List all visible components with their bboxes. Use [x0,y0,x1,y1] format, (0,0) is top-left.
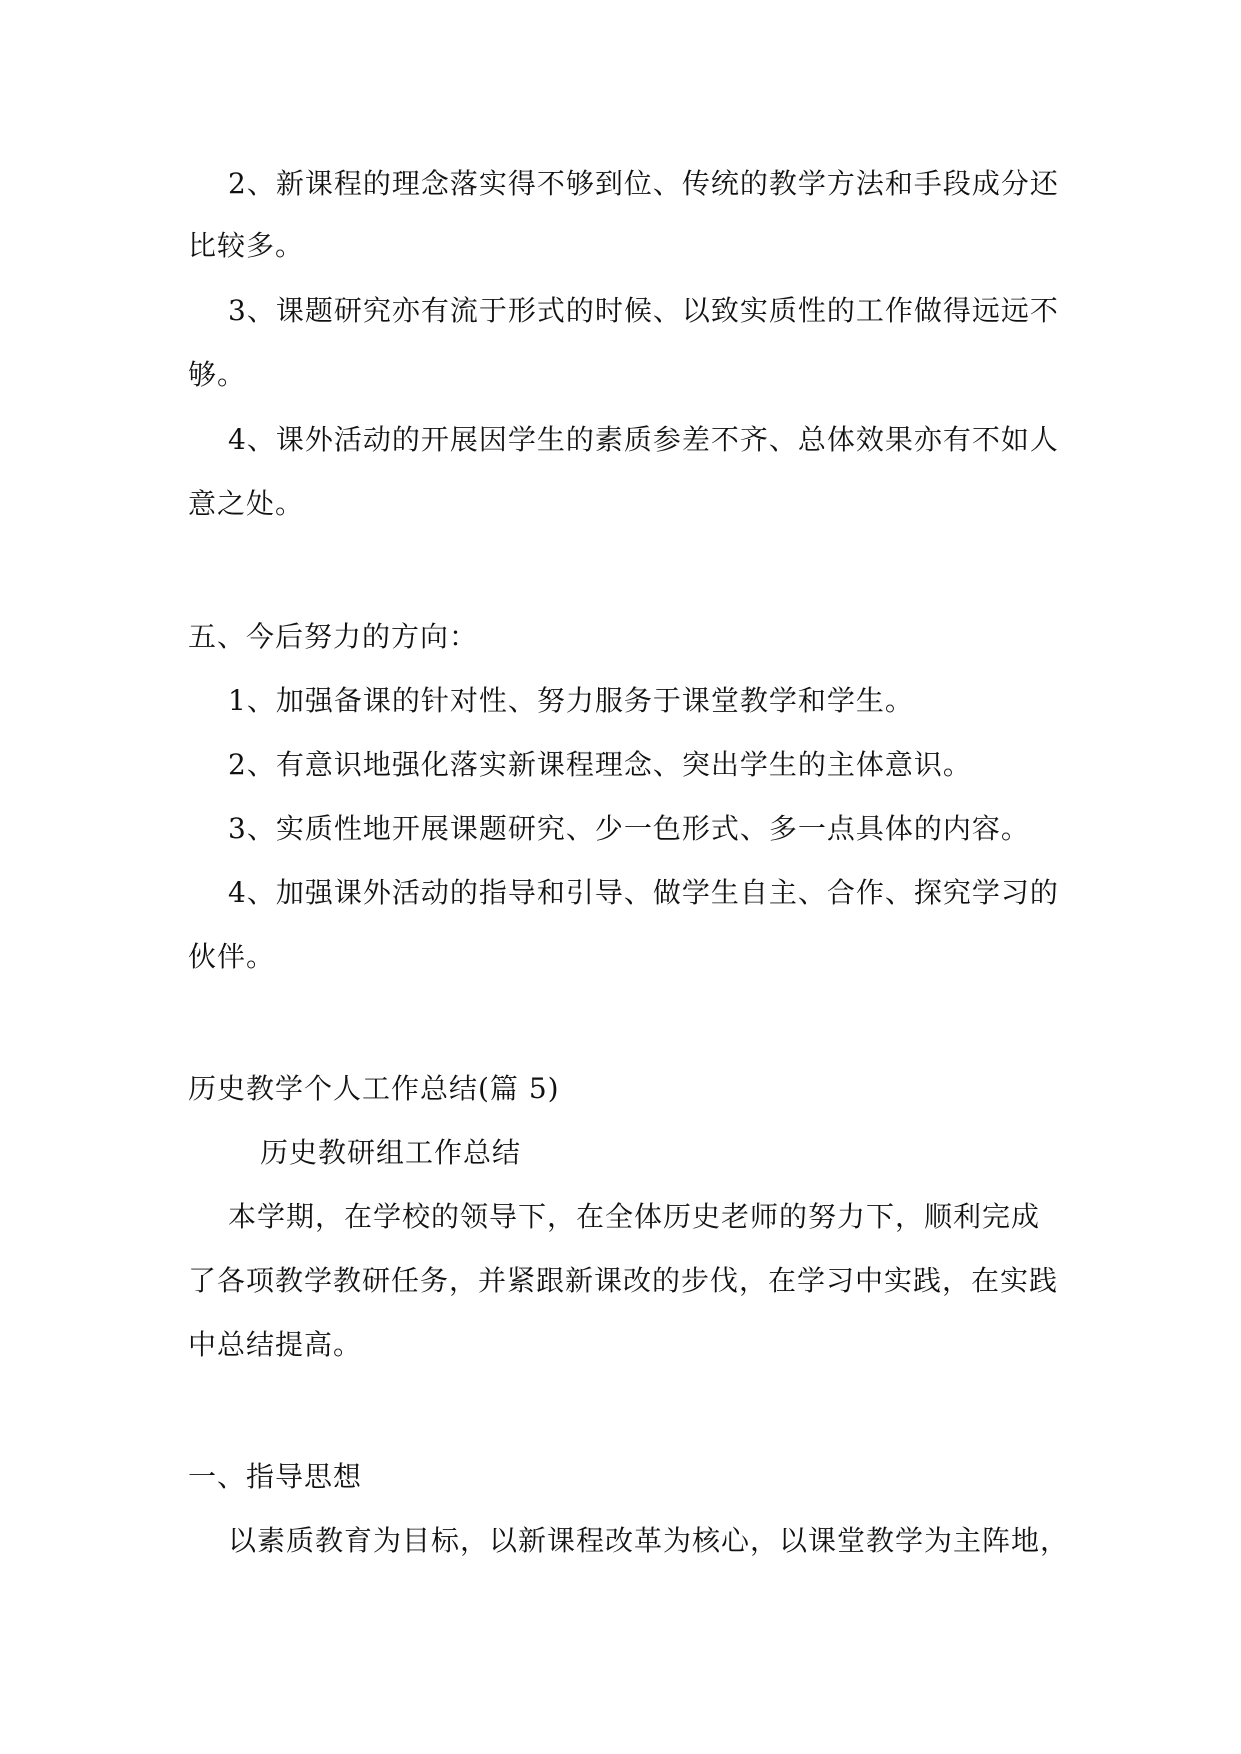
paragraph-line: 本学期，在学校的领导下，在全体历史老师的努力下，顺利完成 [228,1200,1041,1233]
paragraph-line: 以素质教育为目标，以新课程改革为核心，以课堂教学为主阵地， [228,1524,1070,1557]
list-item: 4、加强课外活动的指导和引导、做学生自主、合作、探究学习的 [228,876,1059,909]
paragraph-line: 够。 [188,358,247,391]
article-title: 历史教学个人工作总结(篇 5) [188,1072,560,1105]
section-heading: 五、今后努力的方向： [188,620,479,653]
paragraph-line: 中总结提高。 [188,1328,363,1361]
section-heading: 一、指导思想 [188,1460,363,1493]
list-item: 3、实质性地开展课题研究、少一色形式、多一点具体的内容。 [228,812,1030,845]
list-item: 2、有意识地强化落实新课程理念、突出学生的主体意识。 [228,748,972,781]
paragraph-line: 比较多。 [188,229,305,262]
paragraph-line: 4、课外活动的开展因学生的素质参差不齐、总体效果亦有不如人 [228,423,1059,456]
article-subtitle: 历史教研组工作总结 [260,1136,522,1169]
list-item: 1、加强备课的针对性、努力服务于课堂教学和学生。 [228,684,914,717]
paragraph-line: 3、课题研究亦有流于形式的时候、以致实质性的工作做得远远不 [228,294,1059,327]
paragraph-line: 2、新课程的理念落实得不够到位、传统的教学方法和手段成分还 [228,167,1059,200]
paragraph-line: 了各项教学教研任务，并紧跟新课改的步伐，在学习中实践，在实践 [188,1264,1059,1297]
list-item: 伙伴。 [188,940,276,973]
paragraph-line: 意之处。 [188,487,305,520]
